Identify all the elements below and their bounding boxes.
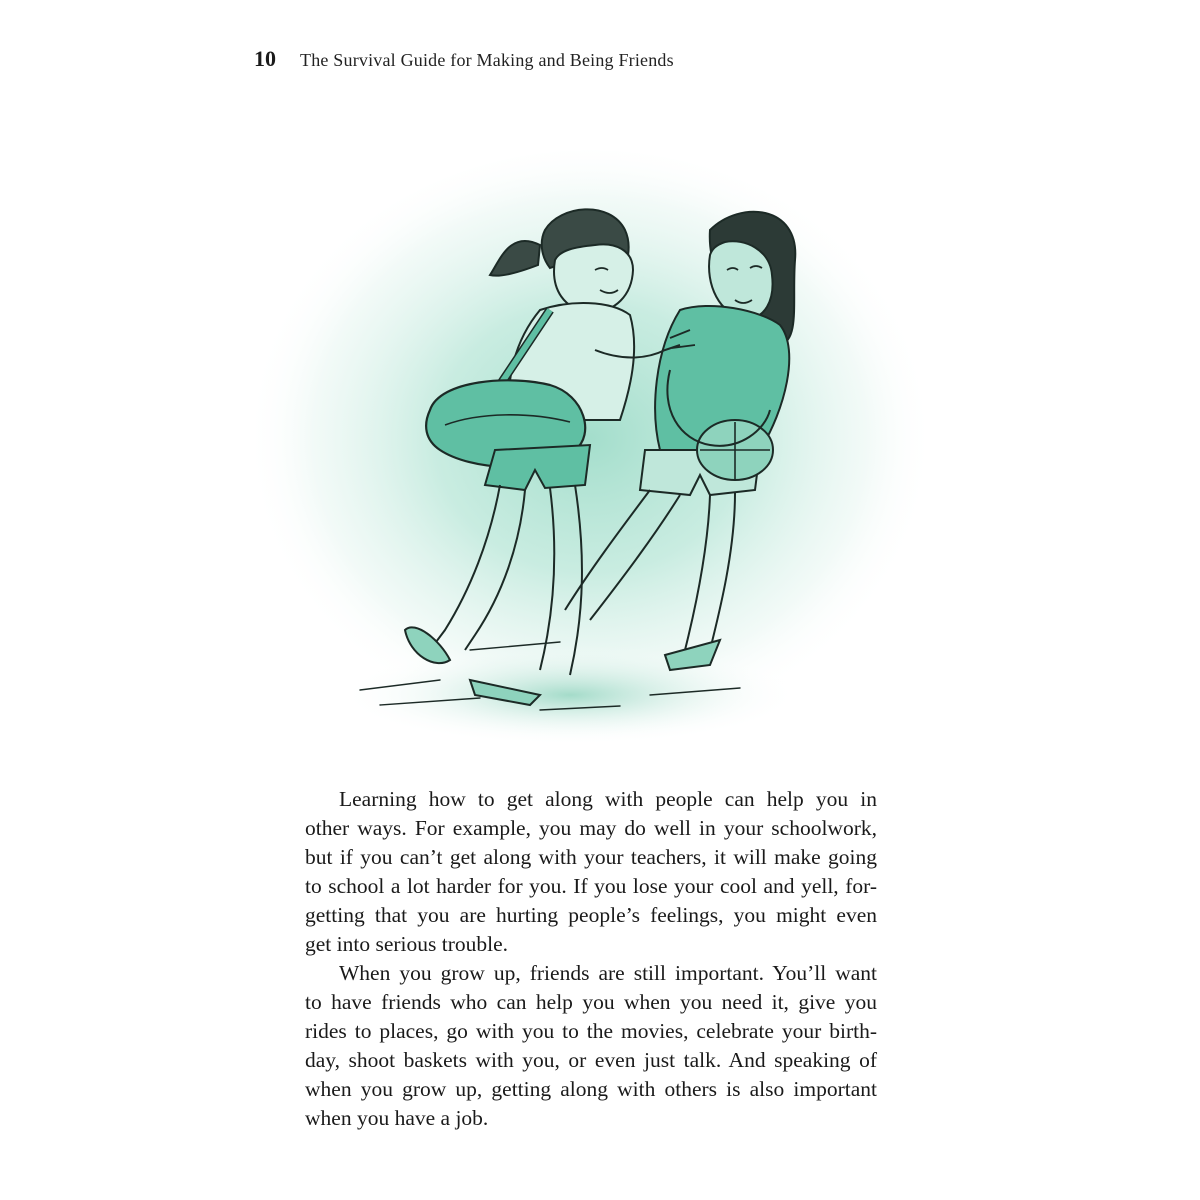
page-number: 10 — [254, 46, 276, 71]
two-girls-walking-together-icon — [240, 150, 940, 760]
body-text — [305, 785, 877, 1133]
paragraph-line: when you have a job. — [305, 1106, 489, 1130]
paragraph-line: when you grow up, getting along with others is also important — [305, 1077, 877, 1101]
paragraph-line: Learning how to get along with people can help you in — [339, 787, 877, 811]
paragraph-line: to school a lot harder for you. If you lose your cool and yell, for- — [305, 874, 877, 898]
ground-shadow — [340, 645, 800, 745]
paragraph-line: get into serious trouble. — [305, 932, 509, 956]
illustration-two-girls — [240, 150, 940, 760]
running-head — [254, 46, 674, 78]
paragraph-1 — [305, 785, 877, 959]
paragraph-line: rides to places, go with you to the movies, celebrate your birth- — [305, 1019, 877, 1043]
paragraph-line: getting that you are hurting people’s feelings, you might even — [305, 903, 877, 927]
book-title: The Survival Guide for Making and Being Friends — [300, 50, 674, 70]
paragraph-line: to have friends who can help you when you need it, give you — [305, 990, 877, 1014]
paragraph-line: but if you can’t get along with your teachers, it will make going — [305, 845, 877, 869]
paragraph-line: When you grow up, friends are still important. You’ll want — [339, 961, 877, 985]
paragraph-line: other ways. For example, you may do well in your schoolwork, — [305, 816, 877, 840]
paragraph-2 — [305, 959, 877, 1133]
paragraph-line: day, shoot baskets with you, or even just talk. And speaking of — [305, 1048, 877, 1072]
